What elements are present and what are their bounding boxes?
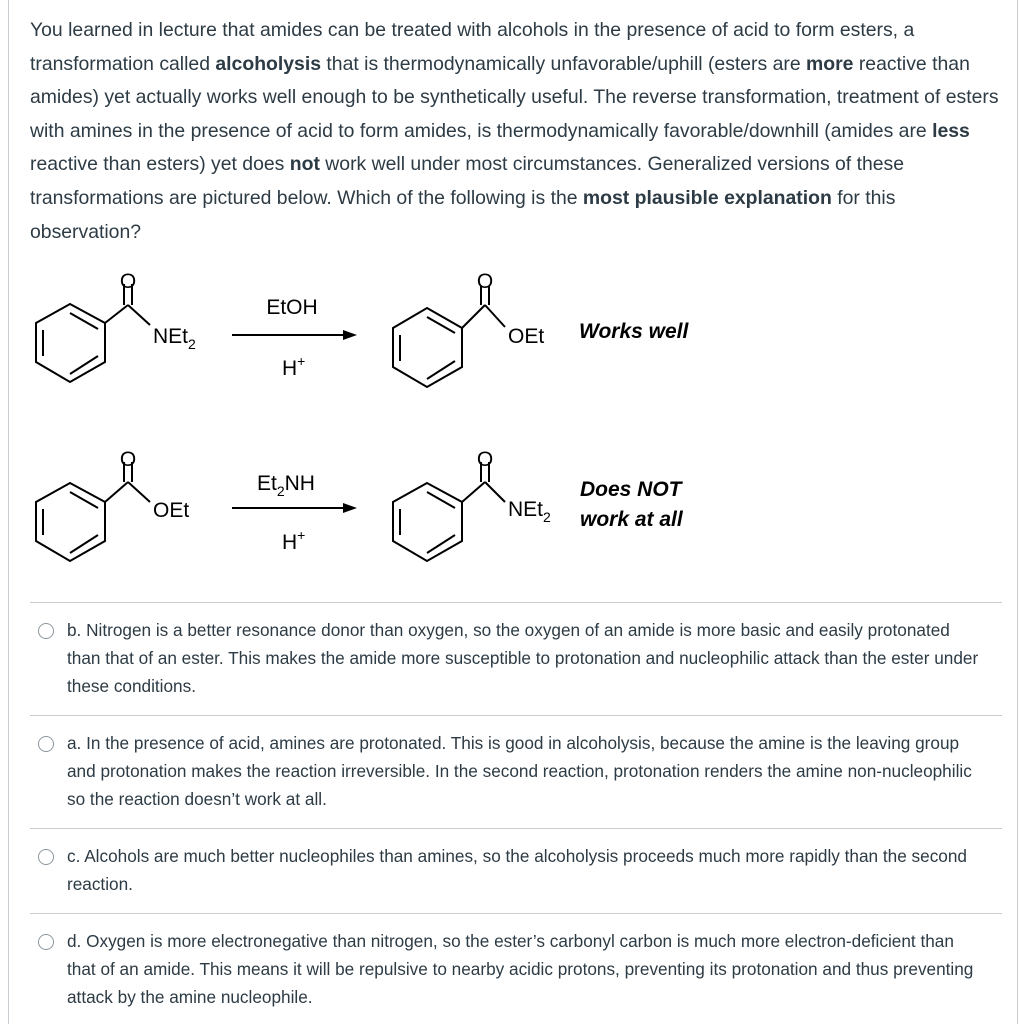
question-segment-2: that is thermodynamically unfavorable/uphill (esters are [321,52,807,75]
answer-list [30,602,1002,1026]
answer-text-a: a. In the presence of acid, amines are protonated. This is good in alcoholysis, because the amine is the leaving group and protonation makes the reaction irreversible. In the second reaction, protonation renders the amine non-nucleophilic so the reaction doesn’t work at all. [67,733,972,809]
product-1-group: OEt [508,325,545,348]
reactant-2-structure [36,462,150,561]
reaction-scheme [0,250,1020,590]
question-segment-10: for this observation? [30,186,896,243]
product-1-carbonyl-o: O [476,270,494,293]
reaction-scheme-drawing [0,250,1020,590]
question-segment-3: more [806,52,854,75]
question-segment-6: reactive than esters) yet does [30,153,290,176]
question-segment-7: not [289,153,320,176]
answer-text-b: b. Nitrogen is a better resonance donor than oxygen, so the oxygen of an amide is more basic and easily protonated than that of an ester. This makes the amide more susceptible to protonation and nucleophilic attack than the ester under these conditions. [67,620,979,696]
reagent-2-top: $Et_2NH$ [257,472,315,499]
answer-option-d[interactable] [30,913,1002,1026]
reaction-2-result-line2: work at all [580,508,683,531]
answer-radio-d[interactable] [38,934,54,950]
reagent-2-bottom: H+ [282,527,306,554]
answer-text-c: c. Alcohols are much better nucleophiles than amines, so the alcoholysis proceeds much more rapidly than the second reaction. [67,846,967,894]
answer-text-d: d. Oxygen is more electronegative than nitrogen, so the ester’s carbonyl carbon is much more electron-deficient than that of an amide. This means it will be repulsive to nearby acidic protons, preventing its protonation and thus preventing attack by the amine nucleophile. [67,931,974,1007]
answer-option-b[interactable] [30,602,1002,715]
question-segment-9: most plausible explanation [582,186,832,209]
reaction-1-result: Works well [579,320,689,343]
product-2-carbonyl-o: O [476,448,494,471]
question-segment-8: work well under most circumstances. Generalized versions of these transformations are pictured below. Which of the following is the [30,153,905,209]
product-1-structure [393,286,505,387]
answer-radio-b[interactable] [38,623,54,639]
reagent-1-bottom: H+ [282,353,306,380]
question-text [30,14,1005,249]
answer-option-a[interactable] [30,715,1002,828]
question-segment-1: alcoholysis [215,52,322,75]
product-2-group: NEt$_2$ [508,498,551,525]
answer-radio-a[interactable] [38,736,54,752]
reactant-2-carbonyl-o: O [119,448,137,471]
product-2-structure [393,462,505,561]
reactant-2-group: OEt [153,499,190,522]
question-segment-5: less [932,119,970,142]
question-segment-0: You learned in lecture that amides can be treated with alcohols in the presence of acid to form esters, a transformation called [30,19,915,75]
reactant-1-group: NEt$_2$ [153,325,196,352]
question-segment-4: reactive than amides) yet actually works well enough to be synthetically useful. The reverse transformation, treatment of esters with amines in the presence of acid to form amides, is thermodynamically favorable/downhill (amides are [30,52,999,142]
reactant-1-structure [36,284,150,382]
reagent-1-top: EtOH [266,296,318,319]
answer-option-c[interactable] [30,828,1002,913]
reaction-2-result-line1: Does NOT [580,478,682,501]
reactant-1-carbonyl-o: O [119,270,137,293]
answer-radio-c[interactable] [38,849,54,865]
